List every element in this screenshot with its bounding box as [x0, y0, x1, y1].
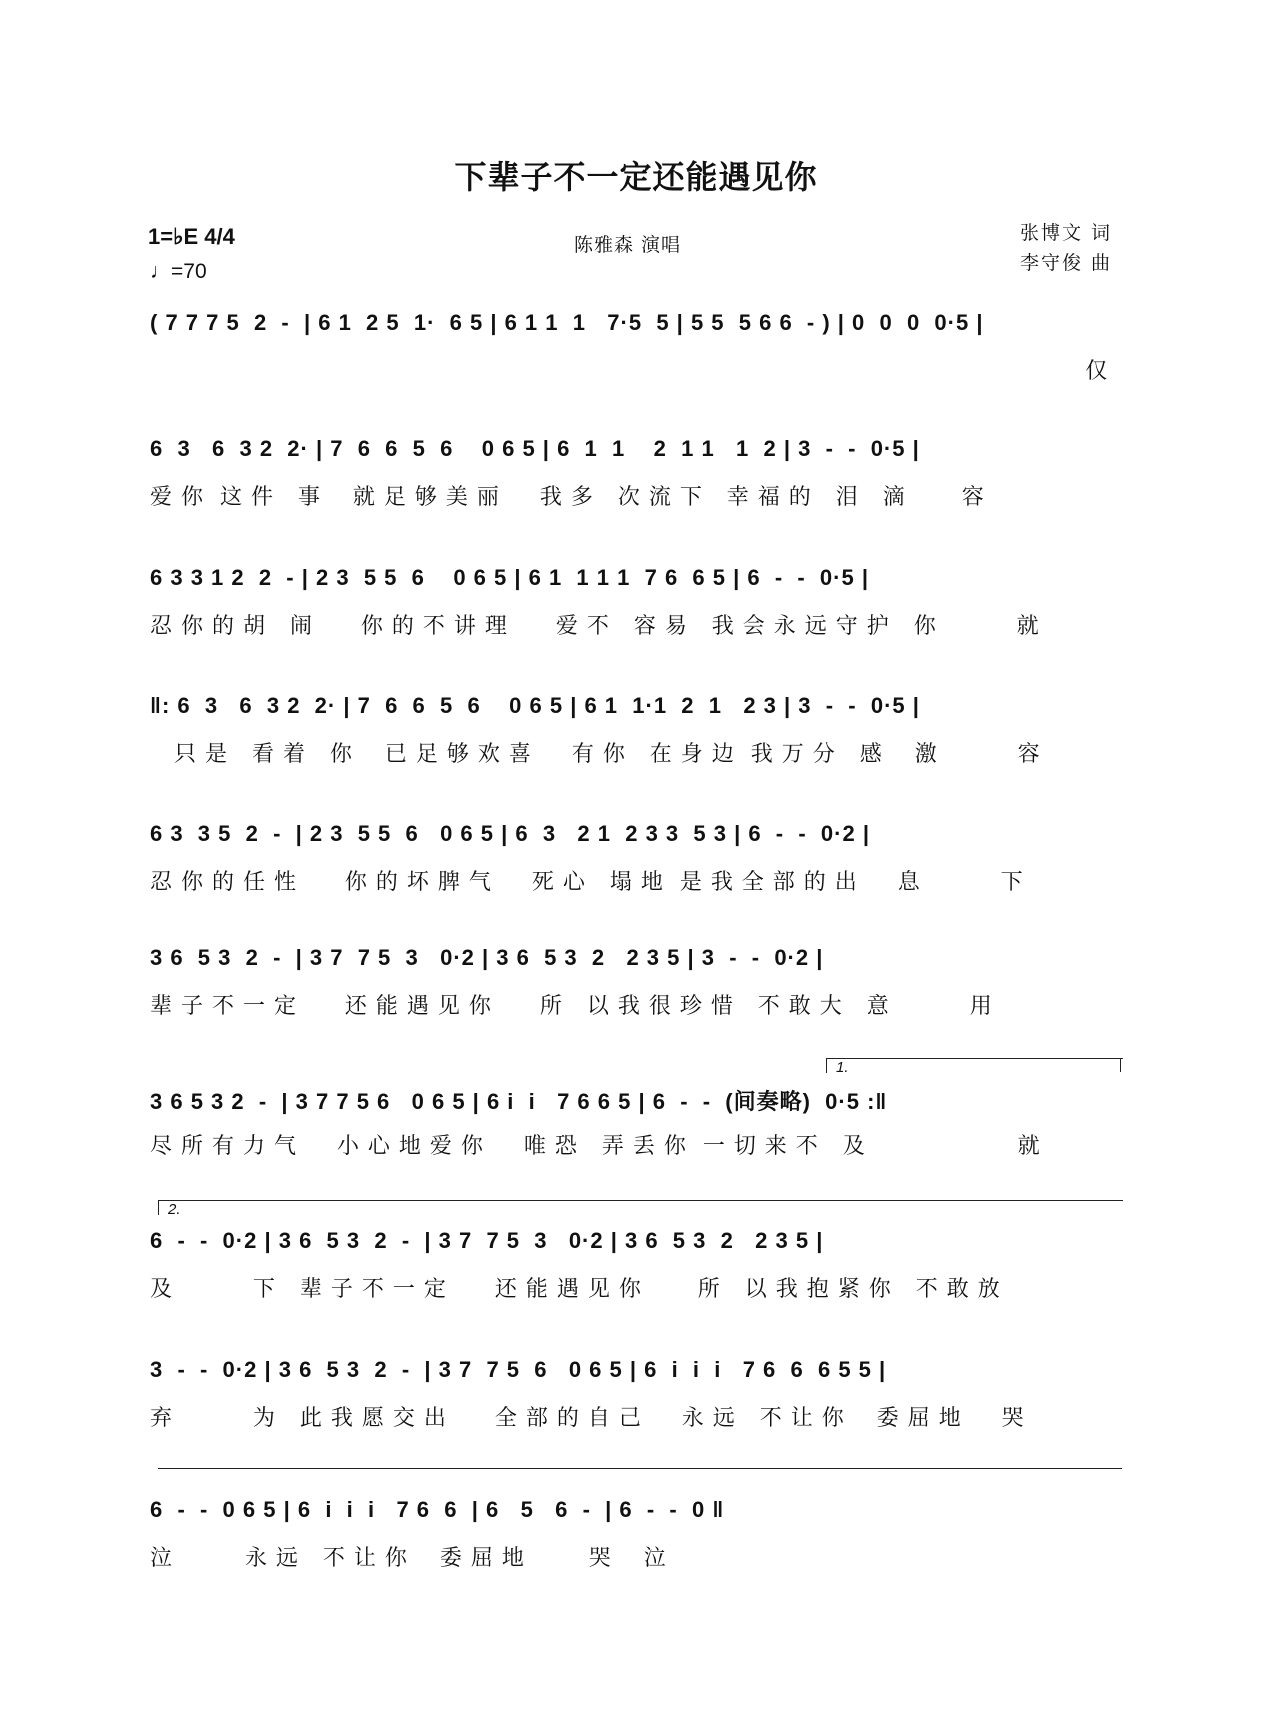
notation-line: 6 - - 0·2 | 3 6 5 3 2 - | 3 7 7 5 3 0·2 | 3 6 5 3 2 2 3 5 |	[150, 1228, 824, 1253]
lyrics-line: 忍 你 的 任 性 你 的 坏 脾 气 死 心 塌 地 是 我 全 部 的 出 息 下	[150, 870, 1024, 895]
score-system	[150, 1357, 1130, 1441]
lyrics-line: 辈 子 不 一 定 还 能 遇 见 你 所 以 我 很 珍 惜 不 敢 大 意 用	[150, 994, 993, 1019]
score-system	[150, 1228, 1130, 1312]
tempo-marking: ♩=70	[150, 260, 207, 283]
composer-credit: 李守俊 曲	[1020, 252, 1113, 274]
singer-credit: 陈雅森 演唱	[574, 234, 682, 256]
lyrics-line: 尽 所 有 力 气 小 心 地 爱 你 唯 恐 弄 丢 你 一 切 来 不 及 就	[150, 1134, 1041, 1159]
lyrics-line: 忍 你 的 胡 闹 你 的 不 讲 理 爱 不 容 易 我 会 永 远 守 护 你 就	[150, 614, 1040, 639]
lyrics-line: 及 下 辈 子 不 一 定 还 能 遇 见 你 所 以 我 抱 紧 你 不 敢 放	[150, 1277, 1001, 1302]
notation-line: 6 3 6 3 2 2· | 7 6 6 5 6 0 6 5 | 6 1 1 2 1 1 1 2 | 3 - - 0·5 |	[150, 436, 920, 461]
notation-line: 6 3 3 1 2 2 - | 2 3 5 5 6 0 6 5 | 6 1 1 1 1 7 6 6 5 | 6 - - 0·5 |	[150, 565, 869, 590]
lyrics-line: 爱 你 这 件 事 就 足 够 美 丽 我 多 次 流 下 幸 福 的 泪 滴 容	[150, 485, 985, 510]
first-ending-bracket	[826, 1058, 1123, 1073]
first-ending-bracket-end	[1120, 1058, 1121, 1072]
second-ending-label: 2.	[168, 1201, 181, 1218]
lyrics-line: 仅	[150, 359, 1109, 384]
first-ending-label: 1.	[836, 1059, 849, 1076]
song-title: 下辈子不一定还能遇见你	[454, 158, 818, 196]
score-system	[150, 1085, 1130, 1169]
notation-line: 3 - - 0·2 | 3 6 5 3 2 - | 3 7 7 5 6 0 6 5 | 6 i i i 7 6 6 6 5 5 |	[150, 1357, 887, 1382]
notation-line: 6 3 3 5 2 - | 2 3 5 5 6 0 6 5 | 6 3 2 1 2 3 3 5 3 | 6 - - 0·2 |	[150, 821, 870, 846]
final-system-line	[158, 1468, 1122, 1483]
notation-line: 3 6 5 3 2 - | 3 7 7 5 3 0·2 | 3 6 5 3 2 2 3 5 | 3 - - 0·2 |	[150, 945, 824, 970]
lyricist-credit: 张博文 词	[1020, 222, 1113, 244]
notation-line: ( 7 7 7 5 2 - | 6 1 2 5 1· 6 5 | 6 1 1 1 7·5 5 | 5 5 5 6 6 - ) | 0 0 0 0·5 |	[150, 310, 984, 335]
lyrics-line: 泣 永 远 不 让 你 委 屈 地 哭 泣	[150, 1546, 667, 1571]
lyrics-line: 弃 为 此 我 愿 交 出 全 部 的 自 己 永 远 不 让 你 委 屈 地 哭	[150, 1406, 1025, 1431]
key-signature: 1=♭E 4/4	[148, 224, 235, 249]
second-ending-bracket	[158, 1200, 1123, 1215]
notation-line: 3 6 5 3 2 - | 3 7 7 5 6 0 6 5 | 6 i i 7 6 6 5 | 6 - - (间奏略) 0·5 :‖	[150, 1089, 888, 1114]
score-system	[150, 821, 1130, 905]
score-system	[150, 1497, 1130, 1581]
score-system	[150, 945, 1130, 1029]
score-system	[150, 436, 1130, 520]
score-system	[150, 693, 1130, 777]
score-system	[150, 565, 1130, 649]
score-system	[150, 310, 1130, 394]
notation-line: ‖: 6 3 6 3 2 2· | 7 6 6 5 6 0 6 5 | 6 1 1·1 2 1 2 3 | 3 - - 0·5 |	[150, 693, 920, 718]
notation-line: 6 - - 0 6 5 | 6 i i i 7 6 6 | 6 5 6 - | 6 - - 0 ‖	[150, 1497, 725, 1522]
lyrics-line: 只 是 看 着 你 已 足 够 欢 喜 有 你 在 身 边 我 万 分 感 激 容	[150, 742, 1041, 767]
